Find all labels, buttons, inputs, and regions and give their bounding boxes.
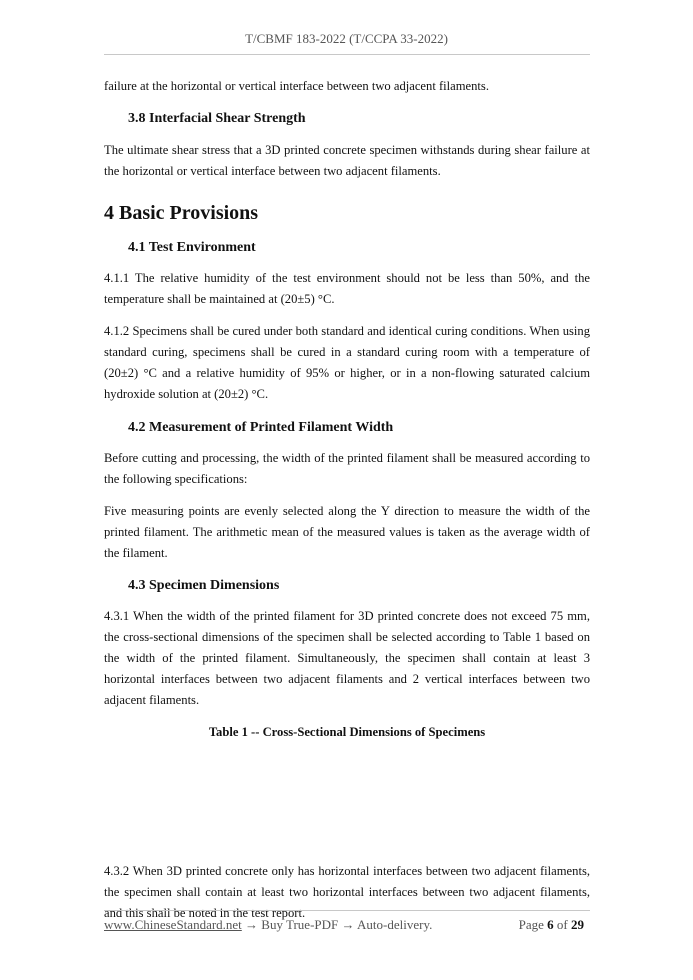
paragraph-4-3-1: 4.3.1 When the width of the printed filament for 3D printed concrete does not exceed 75 mm, the cross-sectional dimensions of the specimen shall be selected according to Table 1 based on the width of the printed filament. Simultaneously, the specimen shall contain at least 3 horizontal interfaces between two adjacent filaments and 2 vertical interfaces between two adjacent filaments. [104, 609, 590, 707]
paragraph-4-1-1: 4.1.1 The relative humidity of the test environment should not be less than 50%, and the temperature shall be maintained at (20±5) °C. [104, 271, 590, 306]
paragraph-4-2-b: Five measuring points are evenly selected along the Y direction to measure the width of the printed filament. The arithmetic mean of the measured values is taken as the average width of the filament. [104, 504, 590, 560]
paragraph-3-8: The ultimate shear stress that a 3D printed concrete specimen withstands during shear failure at the horizontal or vertical interface between two adjacent filaments. [104, 143, 590, 178]
page-header: T/CBMF 183-2022 (T/CCPA 33-2022) [245, 31, 448, 46]
buy-text: Buy True-PDF [258, 917, 342, 932]
paragraph-4-3-2: 4.3.2 When 3D printed concrete only has horizontal interfaces between two adjacent filaments, the specimen shall contain at least two horizontal interfaces between two adjacent filaments, and this shall be noted in the test report. [104, 864, 590, 920]
heading-4-2: 4.2 Measurement of Printed Filament Width [128, 420, 394, 435]
chinesestandard-link[interactable]: www.ChineseStandard.net [104, 917, 242, 932]
heading-4-1: 4.1 Test Environment [128, 240, 256, 255]
auto-delivery-text: Auto-delivery. [354, 917, 433, 932]
arrow-right-icon: → [245, 917, 259, 932]
continued-paragraph: failure at the horizontal or vertical interface between two adjacent filaments. [104, 79, 489, 93]
header-divider [104, 54, 590, 55]
table-1-title: Table 1 -- Cross-Sectional Dimensions of Specimens [208, 725, 486, 739]
page-number [519, 917, 584, 933]
heading-4-3: 4.3 Specimen Dimensions [128, 578, 280, 593]
of-label: of [556, 917, 568, 932]
footer-divider [104, 910, 590, 911]
heading-4: 4 Basic Provisions [104, 202, 259, 224]
page-content [104, 76, 590, 924]
page-label: Page [518, 917, 544, 932]
total-pages: 29 [571, 917, 584, 932]
paragraph-4-2-a: Before cutting and processing, the width of the printed filament shall be measured according to the following specifications: [104, 451, 590, 486]
page-footer [104, 917, 590, 937]
arrow-right-icon: → [341, 917, 355, 932]
heading-3-8: 3.8 Interfacial Shear Strength [128, 111, 306, 126]
table-1-area [104, 743, 590, 861]
footer-left [104, 917, 432, 933]
current-page: 6 [547, 917, 554, 932]
paragraph-4-1-2: 4.1.2 Specimens shall be cured under both standard and identical curing conditions. When using standard curing, specimens shall be cured in a standard curing room with a temperature of (20±2) °C and a relative humidity of 95% or higher, or in a non-flowing saturated calcium hydroxide solution at (20±2) °C. [104, 324, 590, 401]
